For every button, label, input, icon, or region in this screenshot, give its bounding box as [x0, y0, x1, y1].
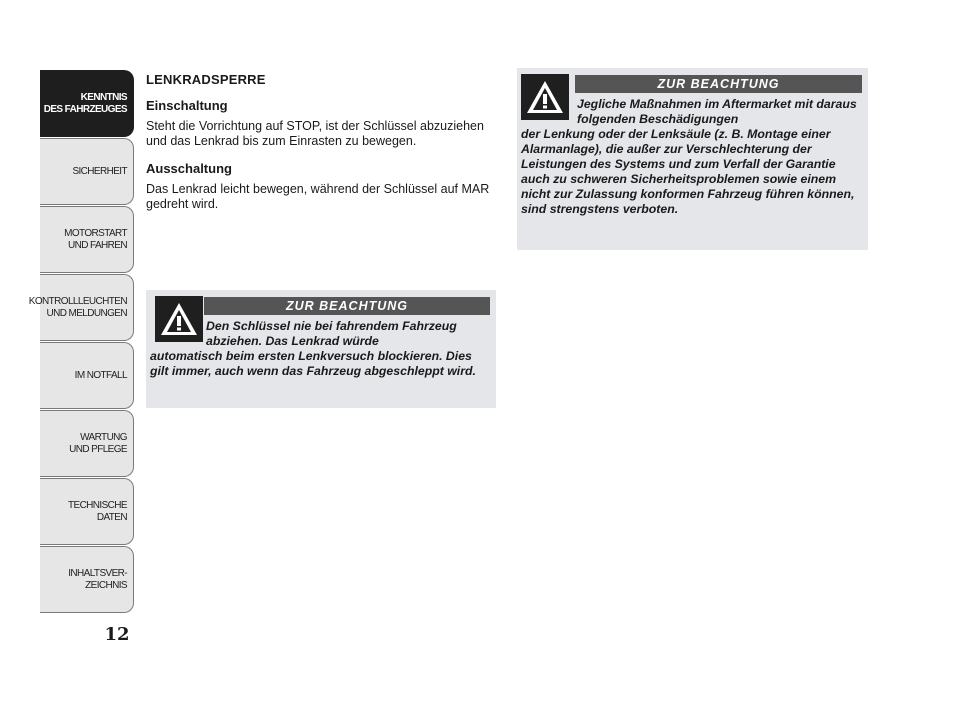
- tab-inhaltsverzeichnis[interactable]: [40, 546, 134, 613]
- tab-label: KENNTNIS DES FAHRZEUGES: [43, 91, 127, 115]
- tab-label: WARTUNG UND PFLEGE: [69, 431, 127, 455]
- tab-label: MOTORSTART UND FAHREN: [64, 227, 127, 251]
- tab-sicherheit[interactable]: [40, 138, 134, 205]
- warning-text-lead: Den Schlüssel nie bei fahrendem Fahrzeug abziehen. Das Lenkrad würde: [206, 319, 457, 348]
- warning-header: ZUR BEACHTUNG: [575, 75, 862, 93]
- paragraph-einschaltung: Steht die Vorrichtung auf STOP, ist der Schlüssel abzuziehen und das Lenkrad bis zum Einrasten zu bewegen.: [146, 119, 484, 148]
- warning-text-rest: automatisch beim ersten Lenkversuch blockieren. Dies gilt immer, auch wenn das Fahrzeug abgeschleppt wird.: [150, 349, 476, 378]
- tab-kontrollleuchten-und-meldungen[interactable]: [28, 274, 134, 341]
- warning-text-rest: der Lenkung oder der Lenksäule (z. B. Montage einer Alarmanlage), die außer zur Verschlechterung der Leistungen des Systems und zum Verfall der Garantie auch zu schweren Sicherheitsproblemen sowie einem nicht zur Zulassung konformen Fahrzeug führen können, sind strengstens verboten.: [521, 127, 855, 216]
- page-number: 12: [104, 624, 130, 645]
- tab-label: KONTROLLLEUCHTEN UND MELDUNGEN: [28, 295, 127, 319]
- sub-heading-einschaltung: Einschaltung: [146, 98, 228, 113]
- tab-wartung-und-pflege[interactable]: [40, 410, 134, 477]
- tab-label: SICHERHEIT: [72, 165, 127, 177]
- warning-box-aftermarket: [517, 68, 868, 250]
- warning-text: [150, 319, 492, 379]
- main-content: [146, 72, 496, 224]
- section-title: LENKRADSPERRE: [146, 72, 266, 87]
- warning-header: ZUR BEACHTUNG: [204, 297, 490, 315]
- tab-label: IM NOTFALL: [74, 369, 127, 381]
- tab-label: INHALTSVER- ZEICHNIS: [68, 567, 127, 591]
- tab-kenntnis-des-fahrzeuges[interactable]: [40, 70, 134, 137]
- tab-technische-daten[interactable]: [40, 478, 134, 545]
- chapter-tabs: [28, 70, 134, 614]
- tab-motorstart-und-fahren[interactable]: [40, 206, 134, 273]
- warning-box-key: [146, 290, 496, 408]
- tab-label: TECHNISCHE DATEN: [67, 499, 127, 523]
- tab-im-notfall[interactable]: [40, 342, 134, 409]
- sub-heading-ausschaltung: Ausschaltung: [146, 161, 232, 176]
- warning-text-lead: Jegliche Maßnahmen im Aftermarket mit daraus folgenden Beschädigungen: [577, 97, 857, 126]
- warning-text: [521, 97, 866, 217]
- paragraph-ausschaltung: Das Lenkrad leicht bewegen, während der Schlüssel auf MAR gedreht wird.: [146, 182, 490, 211]
